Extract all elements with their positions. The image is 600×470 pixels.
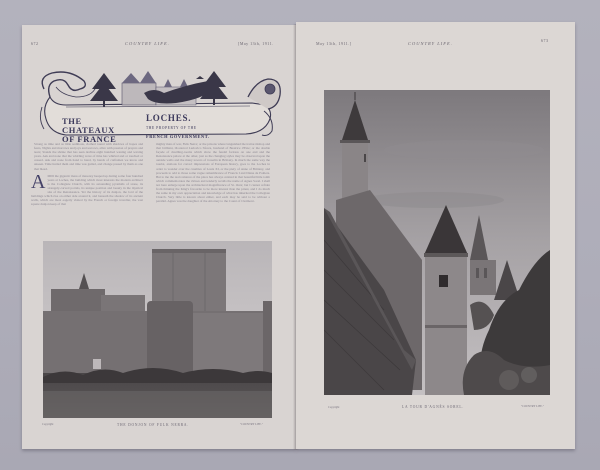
photo-tour-agnes-sorel bbox=[324, 90, 550, 395]
right-page bbox=[296, 22, 575, 449]
left-photo-credit-left: Copyright bbox=[42, 423, 54, 426]
series-title-line-3: OF FRANCE bbox=[62, 134, 117, 144]
body-paragraph-1: MID the gigantic mass of masonry heaped up during some four hundred years at Loches, the building which most interests the modern architect is the Collegiate Church, with its astounding pyramids of stone, its strangely-carved portals, its unique position and beauty in the mystical site of the Renaissance. Yet the history of its dunjon, the lord of the buildings which rise on either side around it, and beneath the shadow of its ancient walls, which are most eagerly visited by the French or foreign traveller, the vast square dunjon keep of that bbox=[31, 173, 143, 207]
article-subtitle-line-2: FRENCH GOVERNMENT. bbox=[146, 134, 210, 139]
left-header-date: [May 13th, 1911. bbox=[238, 40, 274, 46]
right-page-number: 673 bbox=[541, 38, 549, 43]
article-banner bbox=[36, 67, 282, 144]
photo-donjon bbox=[43, 241, 272, 418]
body-paragraph-2: mighty man of war, Fulk Nerra; or the prisons where languished the traitor-bishop and that brilliant, ill-starred Ludovico Sforza, husband of Beatrice d'Este; or the double façade of dwelling-rooms which show the feudal fortress on one end and the Renaissance palace at the other, just as the changing styles may be observed upon the outside walls and the many towers of Josselin in Brittany. In much the same way the tourist, anxious for correct impressions of European history, goes to the Loches in order to wonder over the cruelties of Louis XI, or the piety of Anne of Brittany, and proceeds to add to those some vague remembrance of Francis I and Diane de Poitiers. But to me the real romance of the place has always centred in that beautiful little tomb which commemorates the virtues and tenderly recalls the name of Agnes Sorel. I shall not here enlarge upon the architectural magnificence of St. Ours; but I cannot refrain from thinking the King's favourite to be more interest than the priest, and I do much the same in my own appreciation and knowledge of what has inherited the Collegiate Church. Very little is known about either, and each may be said to be without a parallel. Agnes was the daughter of the Attorney to the Count of Clermont. bbox=[156, 142, 270, 204]
left-page-number: 672 bbox=[31, 41, 39, 46]
series-title-line-1: THE bbox=[62, 116, 82, 126]
intro-verse: Strong as time and as little seditious, clothed round with shadows of hopes and fears, Nights and morrows and joys and sorrows, alive with passion of prayers and tears; Stands the shrine that has seen decline eight hundred waning and waxing years. Ask and none that the whirling wave of time has whirled and or touched or ceased. Ask and none from hand to hand, by hands of craftsmen we know and unseen. Time hurled them and time was guiled, and change passed by them as one that bleed. bbox=[34, 142, 143, 171]
right-running-title: COUNTRY LIFE. bbox=[408, 40, 453, 46]
right-photo-credit-left: Copyright bbox=[328, 406, 340, 409]
right-photo-credit-right: "COUNTRY LIFE." bbox=[521, 405, 544, 408]
drop-cap: A bbox=[31, 170, 46, 193]
series-title-line-2: CHATEAUX bbox=[62, 125, 115, 135]
left-photo-caption: THE DONJON OF FULK NERRA. bbox=[117, 423, 190, 427]
right-header-date: May 13th, 1911.] bbox=[316, 41, 352, 46]
body-column-2 bbox=[156, 142, 270, 242]
left-page bbox=[22, 25, 296, 449]
article-subtitle-line-1: THE PROPERTY OF THE bbox=[146, 126, 197, 130]
article-title: LOCHES. bbox=[146, 113, 192, 123]
body-column-1 bbox=[31, 142, 143, 242]
left-running-title: COUNTRY LIFE. bbox=[125, 40, 170, 46]
right-photo-caption: LA TOUR D'AGNÈS SOREL. bbox=[402, 405, 465, 409]
series-title bbox=[62, 117, 116, 144]
left-photo-credit-right: "COUNTRY LIFE." bbox=[240, 423, 263, 426]
